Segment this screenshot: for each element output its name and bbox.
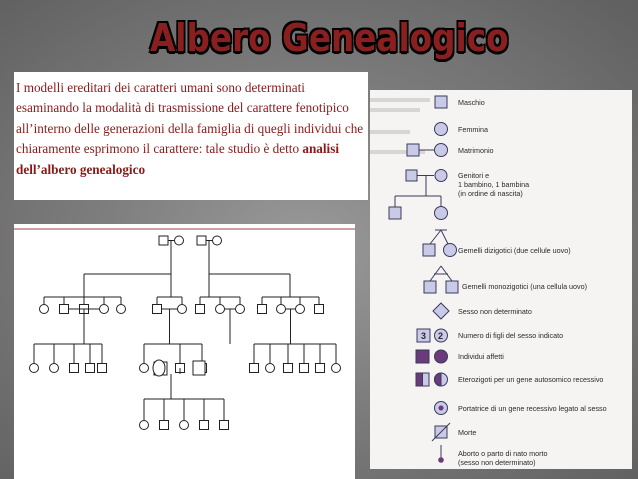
pedigree-diagram — [14, 224, 355, 479]
legend-label-numero: Numero di figli del sesso indicato — [458, 331, 564, 340]
male-symbol — [98, 364, 107, 373]
generation-4 — [140, 374, 229, 430]
female-symbol — [277, 305, 286, 314]
diamond-symbol-legend — [433, 303, 449, 319]
male-symbol — [284, 364, 293, 373]
male-symbol — [160, 421, 169, 430]
legend-label-morte: Morte — [458, 428, 477, 437]
legend-row-maschio — [435, 96, 485, 108]
pedigree-legend — [370, 90, 632, 469]
legend-row-aborto — [438, 445, 547, 467]
male-symbol — [315, 305, 324, 314]
legend-label-portatrice: Portatrice di un gene recessivo legato al sesso — [458, 404, 607, 413]
legend-row-femmina — [435, 123, 488, 136]
male-symbol — [60, 305, 69, 314]
male-symbol — [316, 364, 325, 373]
legend-label-aborto-1: Aborto o parto di nato morto — [458, 449, 548, 458]
female-symbol-legend — [435, 170, 447, 182]
legend-label-genitori-2: 1 bambino, 1 bambina — [458, 180, 530, 189]
generation-4-individuals — [140, 399, 229, 430]
female-symbol — [266, 364, 275, 373]
male-symbol — [258, 305, 267, 314]
legend-row-affetti — [416, 350, 504, 363]
female-symbol-legend — [444, 244, 457, 257]
male-symbol — [300, 364, 309, 373]
generation-3 — [30, 309, 341, 374]
legend-row-genitori — [389, 170, 529, 220]
legend-row-numero — [417, 329, 563, 342]
affected-male-symbol-legend — [416, 350, 429, 363]
male-symbol-legend — [389, 207, 401, 219]
intro-text-box — [14, 72, 368, 200]
male-symbol-legend — [446, 281, 458, 293]
intro-text: I modelli ereditari dei caratteri umani sono determinati esaminando la modalità di trasmissione del carattere fenotipico all’interno delle generazioni della famiglia di quegli individui che chiaramente esprimono il carattere: tale studio è detto — [16, 80, 364, 157]
legend-label-dizigotici: Gemelli dizigotici (due cellule uovo) — [458, 246, 571, 255]
male-symbol-legend — [406, 170, 417, 181]
male-symbol — [196, 305, 205, 314]
slide-title: Albero Genealogico — [150, 16, 509, 60]
female-symbol — [30, 364, 39, 373]
legend-row-eterozigoti — [416, 373, 603, 386]
legend-number-female: 2 — [438, 331, 444, 341]
female-symbol — [296, 305, 305, 314]
legend-number-male: 3 — [421, 331, 427, 341]
female-symbol-legend — [435, 144, 448, 157]
male-symbol — [197, 236, 206, 245]
female-symbol — [100, 305, 109, 314]
female-symbol — [175, 236, 184, 245]
legend-label-matrimonio: Matrimonio — [458, 146, 494, 155]
legend-label-sesso-nd: Sesso non determinato — [458, 307, 532, 316]
highlighted-male-symbol — [193, 361, 205, 375]
highlighted-female-symbol — [153, 360, 165, 376]
legend-label-monozigotici: Gemelli monozigotici (una cellula uovo) — [462, 282, 588, 291]
legend-label-femmina: Femmina — [458, 125, 488, 134]
male-symbol — [200, 421, 209, 430]
female-symbol — [117, 305, 126, 314]
legend-row-morte — [432, 423, 476, 441]
female-symbol — [50, 364, 59, 373]
male-symbol-legend — [423, 244, 435, 256]
legend-row-sesso-nd — [433, 303, 532, 319]
carrier-dot-icon — [439, 406, 444, 411]
affected-female-symbol-legend — [435, 350, 448, 363]
male-symbol — [220, 421, 229, 430]
legend-row-matrimonio — [407, 144, 494, 157]
female-symbol — [40, 305, 49, 314]
female-symbol — [213, 236, 222, 245]
legend-label-maschio: Maschio — [458, 98, 485, 107]
legend-label-aborto-2: (sesso non determinato) — [458, 458, 536, 467]
generation-3-individuals — [30, 309, 341, 374]
legend-label-eterozigoti: Eterozigoti per un gene autosomico recessivo — [458, 375, 604, 384]
female-symbol — [140, 364, 149, 373]
male-symbol — [70, 364, 79, 373]
female-symbol-legend — [435, 207, 448, 220]
female-symbol — [216, 305, 225, 314]
legend-row-portatrice — [435, 402, 607, 415]
male-symbol — [250, 364, 259, 373]
legend-background-text — [370, 98, 430, 154]
male-symbol — [159, 236, 168, 245]
female-symbol — [332, 364, 341, 373]
male-symbol-legend — [424, 281, 436, 293]
female-symbol — [180, 421, 189, 430]
legend-label-affetti: Individui affetti — [458, 352, 504, 361]
female-symbol — [236, 305, 245, 314]
male-symbol-legend — [435, 96, 447, 108]
generation-2-individuals — [40, 297, 324, 314]
female-symbol — [140, 421, 149, 430]
legend-label-genitori-1: Genitori e — [458, 171, 490, 180]
legend-row-dizigotici — [423, 230, 571, 257]
generation-2 — [40, 274, 324, 314]
male-symbol — [86, 364, 95, 373]
female-symbol — [178, 305, 187, 314]
male-symbol — [153, 305, 162, 314]
legend-label-genitori-3: (in ordine di nascita) — [458, 189, 523, 198]
abortion-symbol-icon — [438, 457, 444, 463]
intro-bold-term: analisi dell’albero genealogico — [16, 141, 340, 177]
male-symbol-legend — [407, 144, 419, 156]
legend-row-monozigotici — [424, 266, 587, 293]
female-symbol-legend — [435, 123, 448, 136]
generation-1 — [159, 236, 222, 274]
